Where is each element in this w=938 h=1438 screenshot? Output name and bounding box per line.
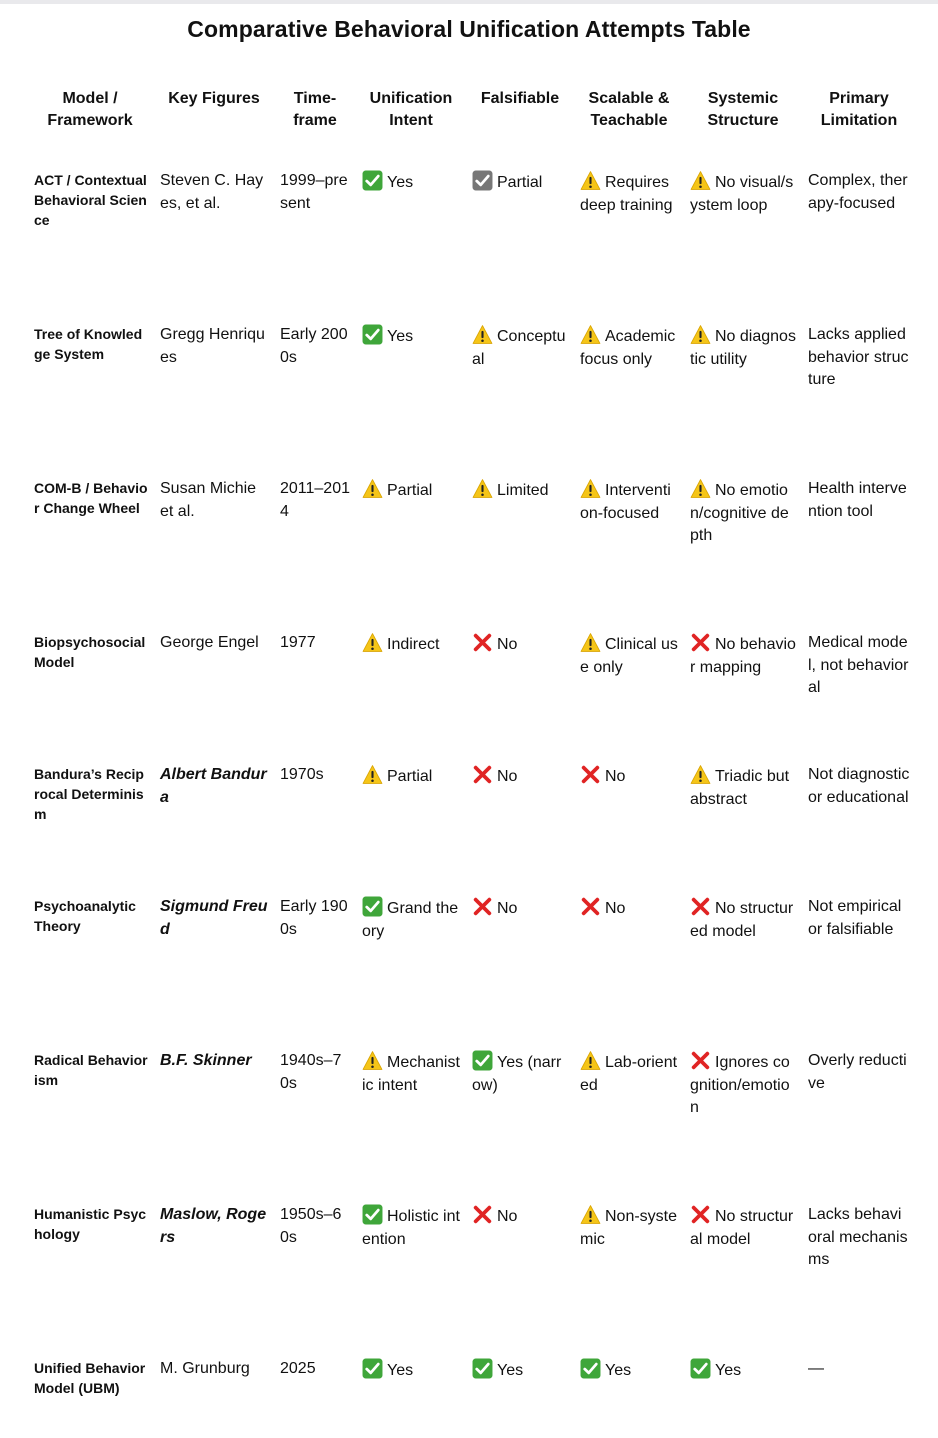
cell-scalable-text: Clinical use only: [580, 636, 678, 676]
table-row: [26, 886, 916, 1040]
header-falsifiable: Falsifiable: [480, 90, 560, 107]
cell-systemic-structure-text: No diagnostic utility: [690, 328, 796, 368]
cell-model: COM-B / Behavior Change Wheel: [34, 480, 148, 516]
green-check-icon: [362, 170, 383, 191]
cell-key-figures: Sigmund Freud: [160, 898, 268, 938]
cell-falsifiable-text: Partial: [497, 174, 543, 191]
header-model: Model / Framework: [47, 90, 133, 129]
cell-scalable: [574, 622, 684, 754]
cell-model: Unified Behavior Model (UBM): [34, 1360, 146, 1396]
table-row: [26, 1194, 916, 1348]
cell-scalable: [574, 1040, 684, 1194]
warning-icon: [362, 478, 383, 499]
cell-systemic-structure-text: No structural model: [690, 1208, 794, 1248]
cell-unification-intent: [356, 1348, 466, 1438]
cell-systemic-structure-text: No structured model: [690, 900, 794, 940]
cell-unification-intent: [356, 468, 466, 622]
cell-timeframe: 2025: [280, 1360, 316, 1377]
cell-systemic-structure: [684, 314, 802, 468]
cell-scalable: [574, 886, 684, 1040]
cell-scalable-text: No: [605, 900, 626, 917]
cell-systemic-structure: [684, 886, 802, 1040]
cell-scalable: [574, 314, 684, 468]
cell-primary-limitation: Health intervention tool: [808, 480, 907, 520]
cell-scalable-text: Intervention-focused: [580, 482, 671, 522]
cell-unification-intent: [356, 622, 466, 754]
table-row: [26, 754, 916, 886]
cell-scalable-text: Yes: [605, 1362, 632, 1379]
cell-scalable: [574, 1194, 684, 1348]
warning-icon: [580, 170, 601, 191]
green-check-icon: [362, 896, 383, 917]
cell-scalable-text: Requires deep training: [580, 174, 673, 214]
warning-icon: [690, 478, 711, 499]
green-check-icon: [472, 1358, 493, 1379]
cell-falsifiable: [466, 886, 574, 1040]
cell-systemic-structure: [684, 754, 802, 886]
cell-unification-intent-text: Mechanistic intent: [362, 1054, 460, 1094]
cell-primary-limitation: —: [808, 1360, 824, 1377]
cell-timeframe: 1940s–70s: [280, 1052, 342, 1092]
header-scalable: Scalable & Teachable: [588, 90, 670, 129]
cell-systemic-structure-text: Ignores cognition/emotion: [690, 1054, 790, 1116]
warning-icon: [472, 324, 493, 345]
cell-falsifiable: [466, 622, 574, 754]
cell-timeframe: 1970s: [280, 766, 324, 783]
cell-falsifiable-text: No: [497, 1208, 518, 1225]
cell-key-figures: Albert Bandura: [160, 766, 267, 806]
warning-icon: [362, 1050, 383, 1071]
cell-timeframe: 1999–present: [280, 172, 348, 212]
cell-primary-limitation: Complex, therapy-focused: [808, 172, 908, 212]
cell-scalable-text: Non-systemic: [580, 1208, 678, 1248]
red-x-icon: [690, 896, 711, 917]
red-x-icon: [472, 896, 493, 917]
cell-falsifiable-text: Yes (narrow): [472, 1054, 562, 1094]
warning-icon: [472, 478, 493, 499]
green-check-icon: [580, 1358, 601, 1379]
cell-falsifiable-text: No: [497, 768, 518, 785]
warning-icon: [580, 632, 601, 653]
cell-key-figures: B.F. Skinner: [160, 1052, 252, 1069]
cell-systemic-structure: [684, 1348, 802, 1438]
cell-falsifiable: [466, 1040, 574, 1194]
cell-scalable: [574, 1348, 684, 1438]
cell-unification-intent-text: Holistic intention: [362, 1208, 460, 1248]
comparison-table: [26, 80, 916, 1438]
header-timeframe: Time-frame: [293, 90, 337, 129]
cell-key-figures: Maslow, Rogers: [160, 1206, 267, 1246]
cell-timeframe: Early 1900s: [280, 898, 348, 938]
cell-falsifiable-text: Conceptual: [472, 328, 566, 368]
cell-scalable-text: No: [605, 768, 626, 785]
cell-primary-limitation: Lacks applied behavior structure: [808, 326, 909, 388]
cell-systemic-structure-text: No emotion/cognitive depth: [690, 482, 789, 544]
cell-falsifiable: [466, 754, 574, 886]
cell-unification-intent: [356, 314, 466, 468]
cell-key-figures: M. Grunburg: [160, 1360, 250, 1377]
cell-key-figures: Susan Michie et al.: [160, 480, 257, 520]
cell-unification-intent: [356, 754, 466, 886]
cell-scalable: [574, 754, 684, 886]
cell-systemic-structure-text: No visual/system loop: [690, 174, 794, 214]
header-row: [26, 80, 916, 160]
cell-systemic-structure: [684, 622, 802, 754]
cell-timeframe: 1950s–60s: [280, 1206, 342, 1246]
cell-unification-intent: [356, 1194, 466, 1348]
red-x-icon: [472, 632, 493, 653]
cell-falsifiable: [466, 314, 574, 468]
cell-systemic-structure-text: Yes: [715, 1362, 742, 1379]
header-systemic-structure: Systemic Structure: [707, 90, 779, 129]
cell-scalable: [574, 160, 684, 314]
cell-unification-intent-text: Grand theory: [362, 900, 459, 940]
warning-icon: [580, 324, 601, 345]
cell-primary-limitation: Medical model, not behavioral: [808, 634, 909, 696]
red-x-icon: [690, 1204, 711, 1225]
header-primary-limitation: Primary Limitation: [820, 90, 898, 129]
green-check-icon: [362, 324, 383, 345]
cell-model: Bandura’s Reciprocal Determinism: [34, 766, 144, 822]
cell-systemic-structure-text: Triadic but abstract: [690, 768, 790, 808]
warning-icon: [690, 170, 711, 191]
table-row: [26, 314, 916, 468]
cell-model: Psychoanalytic Theory: [34, 898, 136, 934]
cell-falsifiable: [466, 160, 574, 314]
red-x-icon: [690, 1050, 711, 1071]
cell-systemic-structure-text: No behavior mapping: [690, 636, 796, 676]
table-row: [26, 468, 916, 622]
warning-icon: [580, 1050, 601, 1071]
red-x-icon: [580, 764, 601, 785]
cell-primary-limitation: Not diagnostic or educational: [808, 766, 910, 806]
warning-icon: [690, 324, 711, 345]
cell-unification-intent-text: Yes: [387, 328, 414, 345]
cell-key-figures: George Engel: [160, 634, 259, 651]
header-unification-intent: Unification Intent: [369, 90, 453, 129]
red-x-icon: [472, 1204, 493, 1225]
cell-falsifiable: [466, 468, 574, 622]
red-x-icon: [580, 896, 601, 917]
cell-unification-intent: [356, 1040, 466, 1194]
cell-falsifiable-text: Yes: [497, 1362, 524, 1379]
cell-primary-limitation: Not empirical or falsifiable: [808, 898, 902, 938]
cell-unification-intent-text: Partial: [387, 768, 433, 785]
cell-falsifiable: [466, 1348, 574, 1438]
cell-scalable: [574, 468, 684, 622]
cell-model: ACT / Contextual Behavioral Science: [34, 172, 147, 228]
cell-timeframe: Early 2000s: [280, 326, 348, 366]
warning-icon: [362, 764, 383, 785]
header-key-figures: Key Figures: [168, 90, 260, 107]
cell-unification-intent-text: Indirect: [387, 636, 440, 653]
cell-unification-intent: [356, 160, 466, 314]
table-row: [26, 1348, 916, 1438]
cell-model: Biopsychosocial Model: [34, 634, 146, 670]
red-x-icon: [472, 764, 493, 785]
cell-falsifiable: [466, 1194, 574, 1348]
cell-falsifiable-text: No: [497, 900, 518, 917]
cell-model: Radical Behaviorism: [34, 1052, 148, 1088]
cell-model: Humanistic Psychology: [34, 1206, 147, 1242]
cell-falsifiable-text: Limited: [497, 482, 549, 499]
cell-systemic-structure: [684, 1194, 802, 1348]
cell-model: Tree of Knowledge System: [34, 326, 143, 362]
warning-icon: [580, 478, 601, 499]
cell-falsifiable-text: No: [497, 636, 518, 653]
warning-icon: [690, 764, 711, 785]
cell-scalable-text: Lab-oriented: [580, 1054, 678, 1094]
cell-systemic-structure: [684, 468, 802, 622]
cell-scalable-text: Academic focus only: [580, 328, 676, 368]
table-row: [26, 160, 916, 314]
cell-primary-limitation: Overly reductive: [808, 1052, 907, 1092]
cell-key-figures: Gregg Henriques: [160, 326, 265, 366]
cell-unification-intent-text: Yes: [387, 1362, 414, 1379]
page-title: Comparative Behavioral Unification Attempts Table: [187, 16, 751, 42]
cell-unification-intent-text: Yes: [387, 174, 414, 191]
green-check-icon: [690, 1358, 711, 1379]
table-row: [26, 622, 916, 754]
cell-key-figures: Steven C. Hayes, et al.: [160, 172, 264, 212]
green-check-icon: [362, 1204, 383, 1225]
cell-timeframe: 2011–2014: [280, 480, 350, 520]
table-row: [26, 1040, 916, 1194]
warning-icon: [580, 1204, 601, 1225]
cell-primary-limitation: Lacks behavioral mechanisms: [808, 1206, 908, 1268]
top-bar: [0, 0, 938, 4]
green-check-icon: [362, 1358, 383, 1379]
green-check-icon: [472, 1050, 493, 1071]
cell-systemic-structure: [684, 160, 802, 314]
cell-systemic-structure: [684, 1040, 802, 1194]
grey-check-icon: [472, 170, 493, 191]
cell-timeframe: 1977: [280, 634, 316, 651]
warning-icon: [362, 632, 383, 653]
cell-unification-intent-text: Partial: [387, 482, 433, 499]
red-x-icon: [690, 632, 711, 653]
cell-unification-intent: [356, 886, 466, 1040]
